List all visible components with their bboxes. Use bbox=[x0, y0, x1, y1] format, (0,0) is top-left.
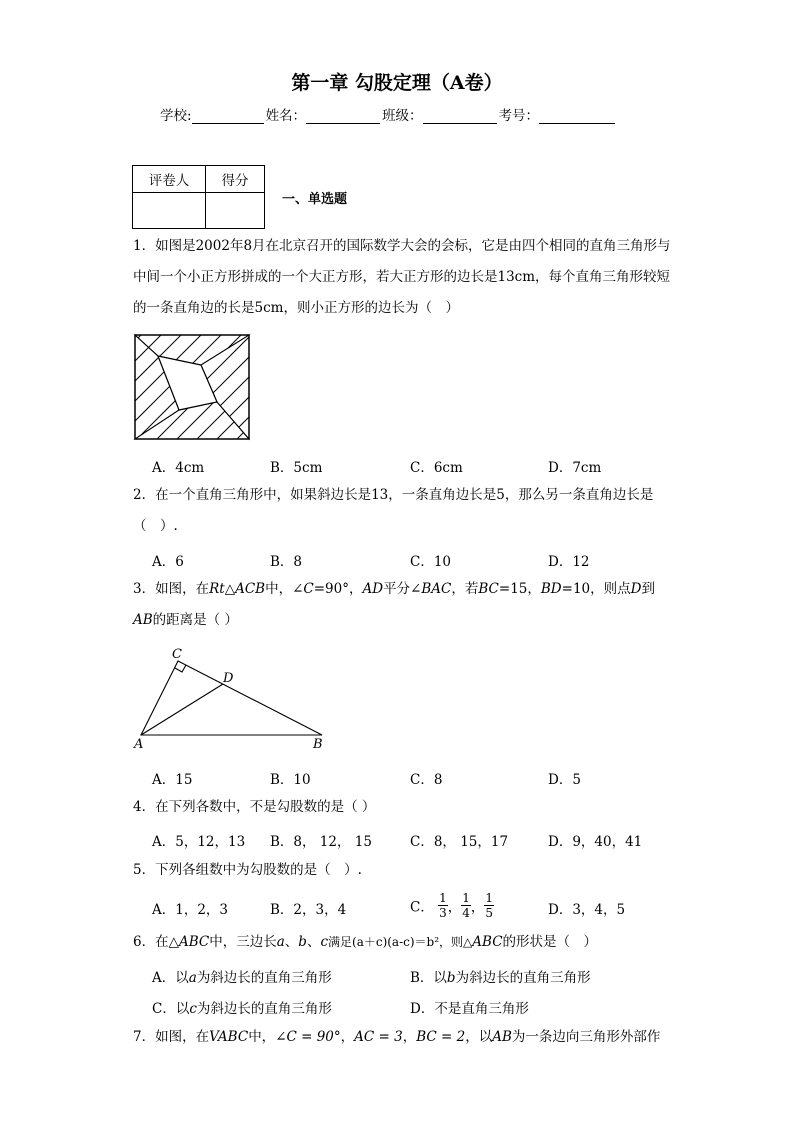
section-title: 一、单选题 bbox=[282, 192, 348, 207]
question-number: 7． bbox=[133, 1029, 156, 1045]
question-1 bbox=[133, 231, 673, 324]
option-c-label: C． bbox=[410, 899, 434, 916]
option-c[interactable]: C．8 bbox=[410, 772, 443, 788]
text-part: a bbox=[276, 934, 285, 950]
question-text: 下列各组数中为勾股数的是（ ）. bbox=[155, 862, 362, 878]
option-d[interactable]: D．5 bbox=[548, 772, 581, 788]
vertex-label-d: D bbox=[223, 671, 234, 686]
option-b[interactable]: B．以b为斜边长的直角三角形 bbox=[410, 970, 591, 986]
question-number: 4． bbox=[133, 799, 156, 815]
option-a[interactable]: A．6 bbox=[152, 554, 184, 570]
question-6-options bbox=[152, 966, 672, 1026]
text-part: 的形状是（ ） bbox=[502, 934, 598, 950]
question-number: 6． bbox=[133, 934, 156, 950]
school-field[interactable] bbox=[192, 109, 264, 124]
text-part: ，以 bbox=[465, 1029, 493, 1045]
score-cell[interactable] bbox=[206, 193, 265, 229]
text-part: 中， bbox=[248, 1029, 276, 1045]
option-c[interactable]: C．以c为斜边长的直角三角形 bbox=[152, 1001, 332, 1017]
exam-no-field[interactable] bbox=[539, 109, 615, 124]
right-angle-mark bbox=[175, 665, 186, 672]
text-part: 平分∠ bbox=[383, 581, 422, 597]
text-part: 、 bbox=[284, 934, 299, 950]
text-part: ，若 bbox=[451, 581, 479, 597]
text-part: 、 bbox=[306, 934, 321, 950]
option-d[interactable]: D．9，40，41 bbox=[548, 834, 643, 850]
text-part: BC bbox=[478, 581, 499, 597]
question-text: 在一个直角三角形中，如果斜边长是13，一条直角边长是5，那么另一条直角边长是（ ）. bbox=[133, 487, 654, 534]
option-c[interactable] bbox=[410, 891, 494, 920]
text-part: 为一条边向三角形外部作 bbox=[511, 1029, 661, 1045]
text-part: AB bbox=[133, 612, 153, 628]
text-part: △ bbox=[224, 581, 236, 597]
hatching-bottom bbox=[133, 403, 251, 441]
grader-cell[interactable] bbox=[133, 193, 206, 229]
text-part: ACB bbox=[235, 581, 266, 597]
option-b[interactable]: B．8， 12， 15 bbox=[270, 834, 372, 850]
option-c[interactable]: C．10 bbox=[410, 554, 452, 570]
question-5 bbox=[133, 855, 673, 886]
text-part: AC = 3 bbox=[354, 1029, 403, 1045]
question-text: 如图是2002年8月在北京召开的国际数学大会的会标，它是由四个相同的直角三角形与中间一个小正方形拼成的一个大正方形，若大正方形的边长是13cm，每个直角三角形较短的一条直角边的长是5cm，则小正方形的边长为（ ） bbox=[133, 238, 671, 316]
text-part: AD bbox=[362, 581, 384, 597]
fraction-one-third: $\frac{1}{3}$ bbox=[439, 891, 447, 920]
text-part: =90°， bbox=[313, 581, 363, 597]
text-part: ， bbox=[340, 1029, 355, 1045]
school-label: 学校: bbox=[160, 108, 192, 124]
text-part: c bbox=[320, 934, 329, 950]
text-part: ABC bbox=[178, 934, 210, 950]
class-label: 班级： bbox=[382, 108, 423, 124]
text-part: 到 bbox=[641, 581, 655, 597]
text-part: Rt bbox=[209, 581, 225, 597]
page-title: 第一章 勾股定理（A卷） bbox=[291, 72, 503, 94]
option-d[interactable]: D．不是直角三角形 bbox=[410, 1001, 529, 1017]
option-b[interactable]: B．2，3，4 bbox=[270, 902, 347, 918]
text-part: ∠C = 90° bbox=[275, 1029, 341, 1045]
option-b[interactable]: B．5cm bbox=[270, 460, 323, 476]
text-part: =15， bbox=[498, 581, 541, 597]
vertex-label-b: B bbox=[313, 737, 323, 752]
option-b[interactable]: B．8 bbox=[270, 554, 303, 570]
text-part: b bbox=[298, 934, 307, 950]
question-6 bbox=[133, 927, 673, 958]
question-number: 3． bbox=[133, 581, 156, 597]
text-part: 满足(a＋c)(a-c)＝b²，则△ bbox=[328, 935, 473, 949]
option-d[interactable]: D．3，4，5 bbox=[548, 902, 626, 918]
text-part: AB bbox=[492, 1029, 512, 1045]
text-part: 如图，在 bbox=[155, 1029, 210, 1045]
option-a[interactable]: A．5，12，13 bbox=[152, 834, 246, 850]
question-number: 5． bbox=[133, 862, 156, 878]
option-b[interactable]: B．10 bbox=[270, 772, 311, 788]
inner-square bbox=[158, 356, 217, 410]
vertex-label-a: A bbox=[134, 737, 144, 752]
text-part: BC = 2 bbox=[416, 1029, 466, 1045]
fraction-one-fifth: $\frac{1}{5}$ bbox=[485, 891, 494, 920]
option-d[interactable]: D．12 bbox=[548, 554, 590, 570]
pythagoras-chord-figure bbox=[133, 333, 251, 441]
class-field[interactable] bbox=[423, 109, 497, 124]
text-part: 中，三边长 bbox=[209, 934, 277, 950]
separator: ， bbox=[447, 899, 462, 916]
triangle-acb-figure bbox=[130, 645, 330, 753]
question-4 bbox=[133, 792, 673, 823]
text-part: 的距离是（ ） bbox=[152, 612, 238, 628]
option-c[interactable]: C．6cm bbox=[410, 460, 463, 476]
question-7 bbox=[133, 1022, 673, 1053]
text-part: D bbox=[630, 581, 642, 597]
option-c[interactable]: C．8， 15，17 bbox=[410, 834, 509, 850]
student-info-row bbox=[160, 104, 617, 124]
option-a[interactable]: A．15 bbox=[152, 772, 193, 788]
option-a[interactable]: A．1，2，3 bbox=[152, 902, 229, 918]
fraction-one-quarter: $\frac{1}{4}$ bbox=[462, 891, 470, 920]
name-label: 姓名： bbox=[265, 108, 307, 124]
text-part: 如图，在 bbox=[155, 581, 210, 597]
option-a[interactable]: A．4cm bbox=[152, 460, 205, 476]
text-part: =10，则点 bbox=[561, 581, 631, 597]
text-part: 中，∠ bbox=[265, 581, 304, 597]
question-number: 1． bbox=[133, 238, 156, 254]
text-part: BD bbox=[540, 581, 562, 597]
option-a[interactable]: A．以a为斜边长的直角三角形 bbox=[152, 970, 332, 986]
score-table bbox=[132, 165, 265, 229]
score-table-header-grader: 评卷人 bbox=[133, 166, 206, 193]
question-2 bbox=[133, 480, 673, 542]
text-part: ， bbox=[402, 1029, 417, 1045]
exam-no-label: 考号： bbox=[498, 108, 540, 124]
question-text: 在下列各数中，不是勾股数的是（ ） bbox=[155, 799, 376, 815]
separator: ， bbox=[470, 899, 485, 916]
name-field[interactable] bbox=[306, 109, 380, 124]
question-number: 2． bbox=[133, 487, 156, 503]
vertex-label-c: C bbox=[172, 647, 182, 662]
question-3 bbox=[133, 574, 673, 636]
text-part: BAC bbox=[421, 581, 452, 597]
option-d[interactable]: D．7cm bbox=[548, 460, 602, 476]
text-part: VABC bbox=[209, 1029, 249, 1045]
score-table-header-score: 得分 bbox=[206, 166, 265, 193]
text-part: 在△ bbox=[155, 934, 179, 950]
text-part: C bbox=[303, 581, 314, 597]
text-part: ABC bbox=[472, 934, 503, 950]
